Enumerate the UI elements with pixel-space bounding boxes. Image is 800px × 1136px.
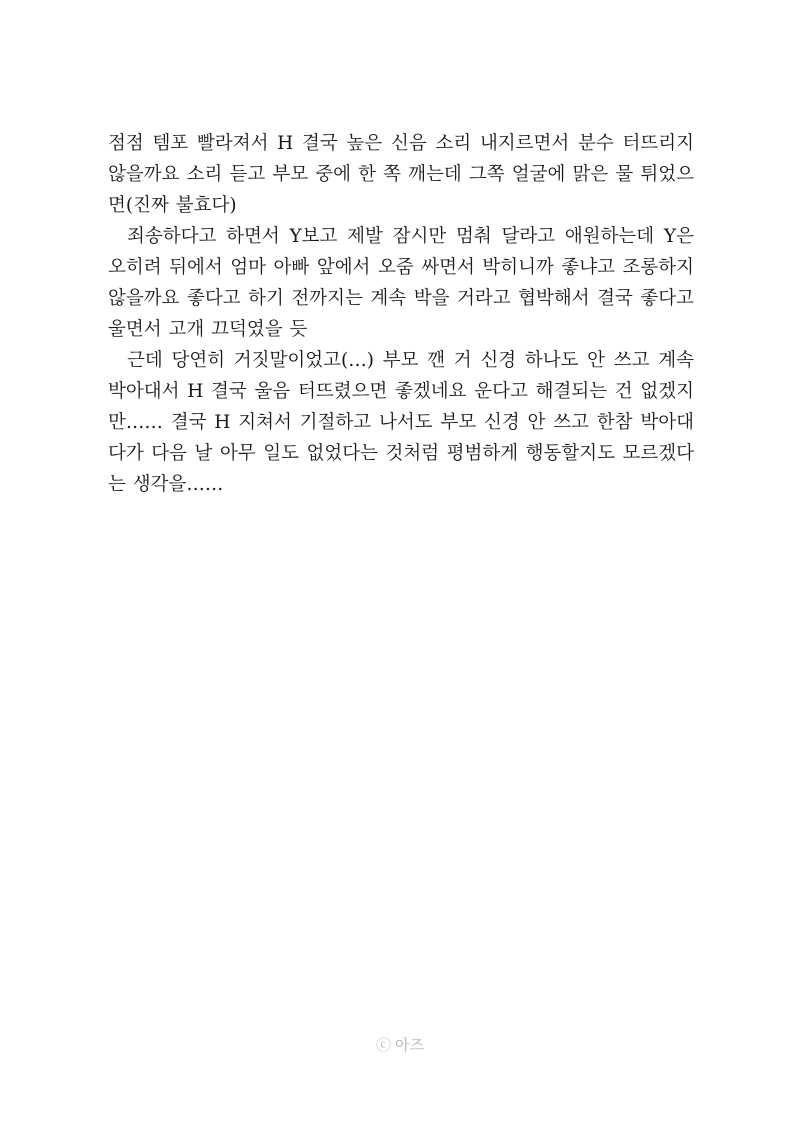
copyright-icon: ⓒ [376,1036,392,1054]
body-text [108,128,694,500]
paragraph-3: 근데 당연히 거짓말이었고(…) 부모 깬 거 신경 하나도 안 쓰고 계속 박아대서 H 결국 울음 터뜨렸으면 좋겠네요 운다고 해결되는 건 없겠지만…… 결국 H 지쳐서 기절하고 나서도 부모 신경 안 쓰고 한참 박아대다가 다음 날 아무 일도 없었다는 것처럼 평범하게 행동할지도 모르겠다는 생각을…… [108,350,694,495]
paragraph-1: 점점 템포 빨라져서 H 결국 높은 신음 소리 내지르면서 분수 터뜨리지 않을까요 소리 듣고 부모 중에 한 쪽 깨는데 그쪽 얼굴에 맑은 물 튀었으면(진짜 불효다) [108,133,694,216]
copyright-footer [0,1034,800,1056]
author-name: 아즈 [395,1036,424,1054]
paragraph-2: 죄송하다고 하면서 Y보고 제발 잠시만 멈춰 달라고 애원하는데 Y은 오히려 뒤에서 엄마 아빠 앞에서 오줌 싸면서 박히니까 좋냐고 조롱하지 않을까요 좋다고 하기 전까지는 계속 박을 거라고 협박해서 결국 좋다고 울면서 고개 끄덕였을 듯 [108,226,694,340]
